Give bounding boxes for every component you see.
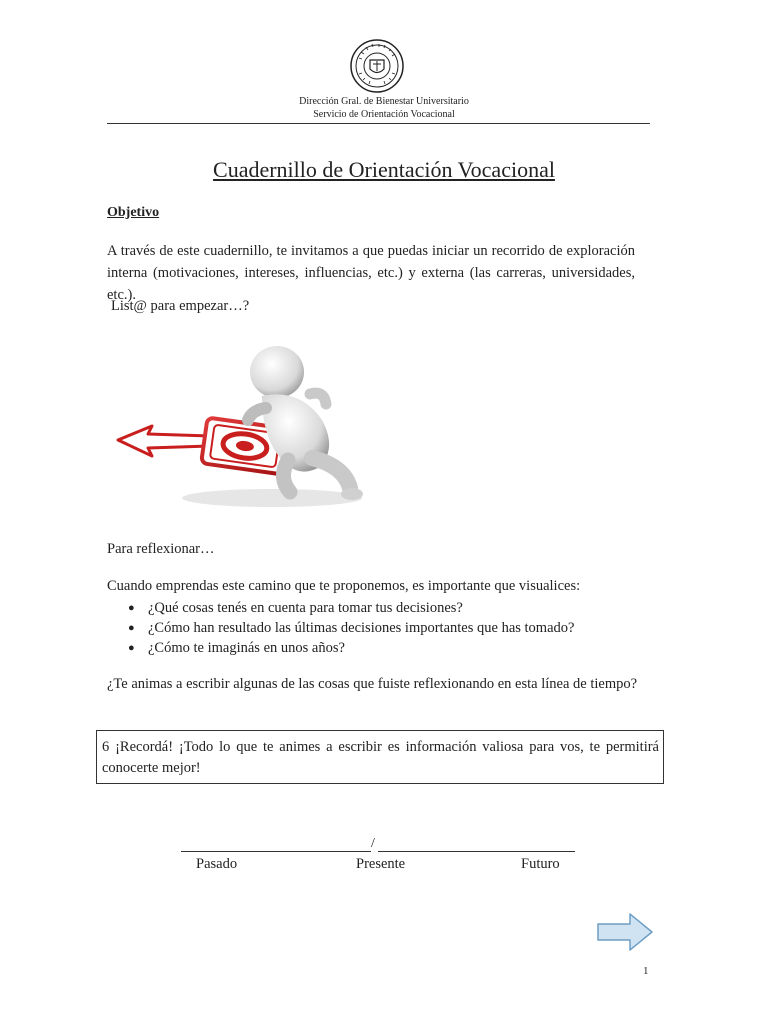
timeline-label-future: Futuro [521,856,560,872]
reminder-line-1: 6 ¡Recordá! ¡Todo lo que te animes a escribir es información valiosa para vos, te permitirá [102,739,659,755]
reflect-intro: Cuando emprendas este camino que te proponemos, es importante que visualices: [107,578,581,594]
university-seal-icon [349,38,405,94]
objetivo-heading: Objetivo [107,205,160,220]
objetivo-line-1: A través de este cuadernillo, te invitamos a que puedas iniciar un recorrido de exploración [107,243,635,259]
reflect-heading: Para reflexionar… [107,541,215,557]
list-item: ● ¿Qué cosas tenés en cuenta para tomar tus decisiones? [128,598,574,618]
timeline-line-future [378,851,575,852]
reflect-question-list [128,598,574,658]
timeline-label-past: Pasado [196,856,238,872]
objetivo-line-2: interna (motivaciones, intereses, influencias, etc.) y externa (las carreras, universidades, etc.). [107,265,635,303]
objetivo-paragraph [107,240,635,306]
page-title: Cuadernillo de Orientación Vocacional [213,157,555,182]
figure-running-from-start-sign-icon [112,338,372,516]
next-arrow-icon[interactable] [596,912,654,952]
header-divider [107,123,650,124]
page-number: 1 [643,965,649,977]
header-service: Servicio de Orientación Vocacional [313,109,455,120]
timeline-separator: / [371,836,375,851]
header-institution: Dirección Gral. de Bienestar Universitario [299,96,469,107]
ready-prompt: List@ para empezar…? [111,298,250,314]
reminder-box [96,730,664,784]
timeline-question: ¿Te animas a escribir algunas de las cosas que fuiste reflexionando en esta línea de tiempo? [107,676,638,692]
timeline-label-present: Presente [356,856,406,872]
timeline-line-past [181,851,371,852]
list-item: ● ¿Cómo te imaginás en unos años? [128,638,574,658]
list-item: ● ¿Cómo han resultado las últimas decisiones importantes que has tomado? [128,618,574,638]
reminder-line-2: conocerte mejor! [102,760,201,776]
